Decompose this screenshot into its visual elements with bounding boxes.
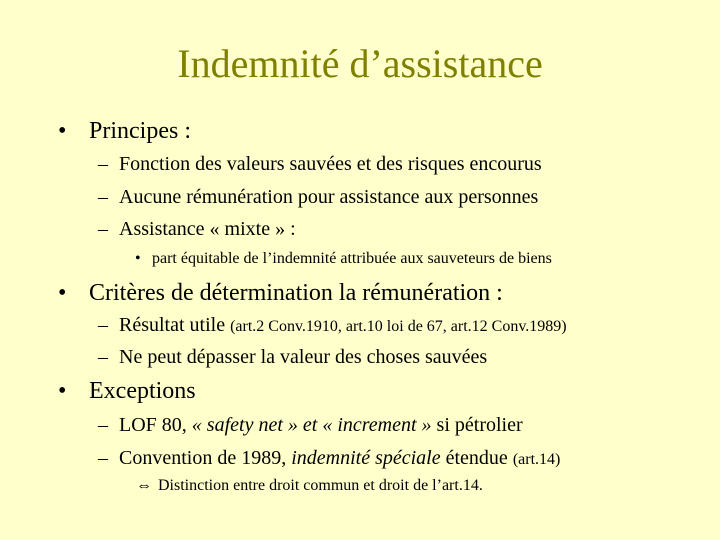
sub-list-item-text: part équitable de l’indemnité attribuée aux sauveteurs de biens <box>152 250 552 267</box>
list-item-part: si pétrolier <box>431 414 523 436</box>
list-item-text: Assistance « mixte » : <box>119 218 296 240</box>
bullet: • <box>58 280 67 306</box>
section-label: Exceptions <box>89 378 196 404</box>
bullet: • <box>58 378 67 404</box>
italic-term: indemnité spéciale <box>291 447 441 469</box>
note-text: Distinction entre droit commun et droit de l’art.14. <box>158 477 483 494</box>
list-item-text <box>119 447 560 470</box>
list-item-main: Résultat utile <box>119 314 231 336</box>
list-item-text: Aucune rémunération pour assistance aux personnes <box>119 186 539 208</box>
legal-reference: (art.14) <box>512 451 561 468</box>
list-item-text <box>119 414 523 437</box>
dash: – <box>98 346 108 368</box>
section-label: Critères de détermination la rémunération : <box>89 280 503 306</box>
legal-reference: (art.2 Conv.1910, art.10 loi de 67, art.12 Conv.1989) <box>230 318 567 335</box>
dash: – <box>98 186 108 208</box>
dash: – <box>98 447 108 469</box>
bullet: • <box>58 118 67 144</box>
list-item-part: étendue <box>440 447 513 469</box>
slide-title: Indemnité d’assistance <box>177 41 543 86</box>
dash: – <box>98 153 108 175</box>
section-label: Principes : <box>89 118 191 144</box>
dash: – <box>98 314 108 336</box>
bullet: • <box>135 250 141 267</box>
list-item-part: LOF 80, <box>119 414 192 436</box>
dash: – <box>98 414 108 436</box>
note <box>136 477 483 495</box>
list-item-text <box>119 314 567 337</box>
double-arrow-icon: ⇔ <box>136 477 152 494</box>
list-item-part: Convention de 1989, <box>119 447 292 469</box>
italic-term: « safety net » et « increment » <box>191 414 432 436</box>
list-item-text: Fonction des valeurs sauvées et des risques encourus <box>119 153 542 175</box>
list-item-text: Ne peut dépasser la valeur des choses sauvées <box>119 346 488 368</box>
dash: – <box>98 218 108 240</box>
